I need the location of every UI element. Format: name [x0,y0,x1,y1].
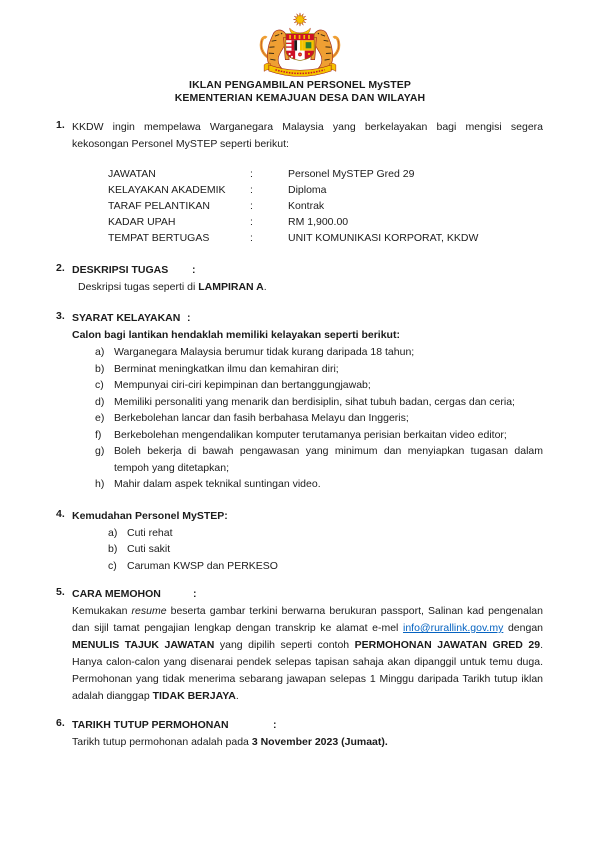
item-text: Cuti sakit [127,543,171,555]
text-segment: . [235,690,239,702]
list-item [72,427,543,444]
document-title-line2: KEMENTERIAN KEMAJUAN DESA DAN WILAYAH [174,92,426,104]
text-segment: LAMPIRAN A [198,281,264,293]
item-text: Mahir dalam aspek teknikal suntingan video. [114,478,321,490]
section-heading [72,717,543,734]
list-item [72,525,543,542]
section-syarat-kelayakan [56,310,543,493]
detail-colon: : [250,200,253,212]
item-text: Boleh bekerja di bawah pengawasan yang minimum dan menyiapkan tugasan dalam tempoh yang ditetapkan; [114,445,543,474]
list-item [72,476,543,493]
section-intro: KKDW ingin mempelawa Warganegara Malaysia yang berkelayakan bagi mengisi segera kekosongan Personel MySTEP seperti berikut: [72,121,543,150]
text-segment: TIDAK BERJAYA [152,690,236,702]
item-text: Berkebolehan mengendalikan komputer terutamanya perisian berkaitan video editor; [114,428,507,441]
text-segment: . Hanya calon-calon yang disenarai pendek selepas tapisan sahaja akan dipanggil untuk temu duga. Permohonan yang tidak menerima sebarang jawapan selepas 1 Minggu daripada Tarikh tutup iklan adalah dianggap [72,639,543,702]
section-heading [72,586,543,603]
heading-label: TARIKH TUTUP PERMOHONAN [72,719,229,731]
detail-colon: : [250,232,253,244]
malaysia-coat-of-arms [243,11,357,79]
text-segment: yang dipilih seperti contoh [214,639,355,651]
document-body [0,119,600,751]
item-text: Caruman KWSP dan PERKESO [127,559,278,572]
detail-label: TARAF PELANTIKAN [108,200,210,212]
detail-colon: : [250,184,253,196]
heading-colon: : [187,312,191,324]
detail-value: UNIT KOMUNIKASI KORPORAT, KKDW [288,232,479,244]
item-text: Memiliki personaliti yang menarik dan berdisiplin, sihat tubuh badan, cergas dan ceria; [114,395,515,408]
heading-label: Kemudahan Personel MySTEP [72,509,225,522]
document-header [0,0,600,105]
list-item [72,558,543,575]
detail-label: TEMPAT BERTUGAS [108,232,210,244]
syarat-list [72,344,543,493]
tarikh-tutup-body [72,734,543,751]
item-marker: c) [95,379,104,391]
detail-value: RM 1,900.00 [288,216,349,228]
item-marker: f) [95,428,102,441]
list-item [72,377,543,394]
section-tawaran [56,119,543,246]
item-text: Mempunyai ciri-ciri kepimpinan dan bertanggungjawab; [114,379,371,391]
heading-colon: : [273,719,277,731]
email-link[interactable]: info@rurallink.gov.my [403,622,504,634]
document-title-line1: IKLAN PENGAMBILAN PERSONEL MySTEP [189,79,411,91]
item-text: Berkebolehan lancar dan fasih berbahasa Melayu dan Inggeris; [114,412,409,424]
item-text: Cuti rehat [127,526,173,539]
item-marker: d) [95,395,105,408]
text-segment: dengan [503,622,543,634]
detail-value: Diploma [288,184,327,196]
heading-label: DESKRIPSI TUGAS [72,264,169,276]
text-segment: Deskripsi tugas seperti di [78,281,199,293]
section-heading [72,262,543,279]
item-text: Warganegara Malaysia berumur tidak kurang daripada 18 tahun; [114,346,415,358]
text-segment: resume [131,605,167,617]
section-number: 4. [56,507,65,520]
list-item [72,443,543,476]
text-segment: . [263,281,267,293]
detail-value: Kontrak [288,200,325,212]
item-marker: b) [95,362,105,375]
cara-memohon-body [72,603,543,705]
text-segment: PERMOHONAN JAWATAN GRED 29 [354,639,541,651]
detail-value: Personel MySTEP Gred 29 [288,168,415,180]
section-number: 5. [56,586,65,598]
deskripsi-tugas-body [72,279,543,296]
text-segment: 3 November 2023 (Jumaat). [251,736,388,748]
text-segment: Kemukakan [72,605,132,617]
text-segment: Tarikh tutup permohonan adalah pada [72,736,252,748]
item-marker: c) [108,559,117,572]
list-item [72,394,543,411]
tiger-right [311,30,339,68]
item-marker: b) [108,543,118,555]
shield [286,34,314,62]
heading-label: CARA MEMOHON [72,588,161,600]
detail-label: JAWATAN [108,168,156,180]
item-marker: h) [95,478,105,490]
heading-colon: : [192,264,196,276]
section-number: 3. [56,310,65,322]
section-number: 1. [56,119,65,131]
heading-colon: : [193,588,197,600]
text-segment: beserta gambar terkini berwarna berukuran passport, Salinan kad pengenalan dan sijil tamat pengajian lengkap dengan transkrip ke alamat e-mel [72,605,543,634]
item-marker: a) [95,346,105,358]
detail-colon: : [250,216,253,228]
item-marker: a) [108,526,118,539]
detail-label: KELAYAKAN AKADEMIK [108,184,226,196]
detail-colon: : [250,168,253,180]
list-item [72,344,543,361]
list-item [72,410,543,427]
job-detail-table [108,166,543,246]
text-segment: MENULIS TAJUK JAWATAN [72,639,215,651]
tiger-left [261,30,289,68]
list-item [72,361,543,378]
section-number: 6. [56,717,65,729]
item-marker: e) [95,412,105,424]
syarat-subheading: Calon bagi lantikan hendaklah memiliki kelayakan seperti berikut: [72,329,400,341]
item-marker: g) [95,445,105,457]
detail-label: KADAR UPAH [108,216,176,228]
heading-label: SYARAT KELAYAKAN [72,312,181,324]
section-heading [72,310,543,327]
section-heading [72,508,543,525]
section-number: 2. [56,262,65,274]
section-deskripsi-tugas [56,262,543,296]
heading-colon: : [224,509,228,522]
item-text: Berminat meningkatkan ilmu dan kemahiran diri; [114,362,339,375]
section-cara-memohon [56,586,543,705]
federal-star-icon [293,13,306,26]
section-tarikh-tutup [56,717,543,751]
section-kemudahan [56,507,543,575]
kemudahan-list [72,525,543,575]
list-item [72,541,543,558]
